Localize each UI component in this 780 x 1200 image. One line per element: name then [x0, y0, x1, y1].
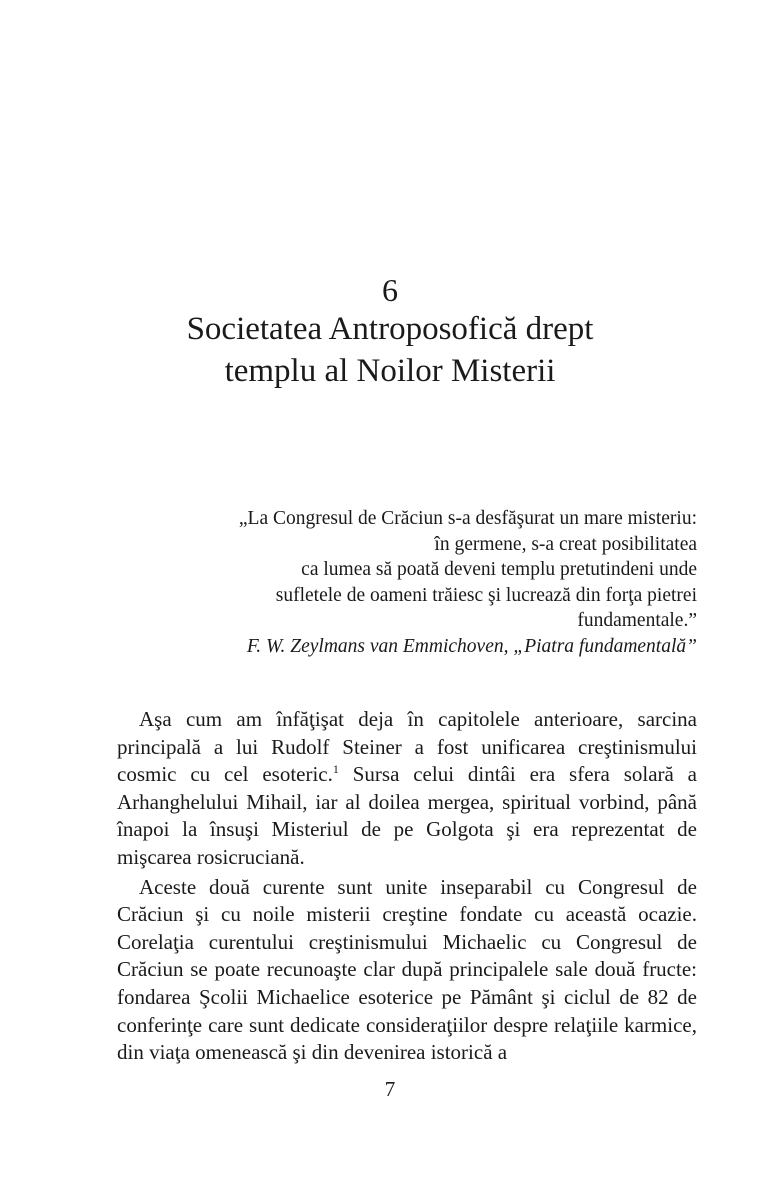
body-text: [117, 706, 697, 1067]
paragraph-1-text-b: Sursa celui dintâi era sfera solară a Arhanghelului Mihail, iar al doilea mergea, spiritual vorbind, până înapoi la însuşi Misteriul de pe Golgota şi era reprezentat de mişcarea rosicruciană.: [117, 762, 698, 869]
paragraph-2: Aceste două curente sunt unite inseparabil cu Congresul de Crăciun şi cu noile misterii creştine fondate cu această ocazie. Corelaţia curentului creştinismului Michaelic cu Congresul de Crăciun se poate recunoaşte clar după principalele sale două fructe: fondarea Şcolii Michaelice esoterice pe Pământ şi ciclul de 82 de conferinţe care sunt dedicate consideraţiilor despre relaţiile karmice, din viaţa omenească şi din devenirea istorică a: [117, 874, 697, 1065]
paragraph-1-text-a: Aşa cum am înfăţişat deja în capitolele anterioare, sarcina principală a lui Rudolf Steiner a fost unificarea creştinismului cosmic cu cel esoteric.: [117, 707, 697, 787]
page-number: 7: [384, 1077, 396, 1101]
chapter-title: [0, 308, 780, 392]
epigraph-line-4: sufletele de oameni trăiesc şi lucrează din forţa pietrei: [275, 584, 697, 606]
footnote-reference[interactable]: 1: [332, 762, 339, 777]
chapter-title-line-2: templu al Noilor Misterii: [224, 353, 556, 389]
epigraph-line-5: fundamentale.”: [577, 610, 697, 631]
epigraph: [137, 506, 697, 659]
paragraph-1: [117, 706, 697, 872]
chapter-title-line-1: Societatea Antroposofică drept: [186, 311, 594, 347]
epigraph-line-3: ca lumea să poată deveni templu pretutindeni unde: [301, 559, 697, 580]
epigraph-attribution: F. W. Zeylmans van Emmichoven, „Piatra fundamentală”: [246, 635, 697, 657]
chapter-number: 6: [382, 272, 398, 308]
epigraph-line-1: „La Congresul de Crăciun s-a desfăşurat un mare misteriu:: [238, 508, 697, 529]
epigraph-line-2: în germene, s-a creat posibilitatea: [434, 533, 697, 555]
